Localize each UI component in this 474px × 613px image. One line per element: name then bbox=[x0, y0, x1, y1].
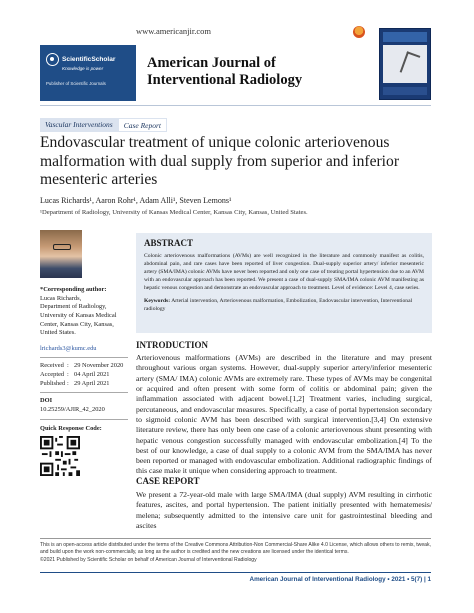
footer-bar bbox=[40, 572, 431, 573]
footer-divider bbox=[40, 538, 431, 539]
date-value: 29 April 2021 bbox=[74, 379, 110, 387]
journal-url[interactable]: www.americanjir.com bbox=[136, 26, 211, 36]
case-report-heading: CASE REPORT bbox=[136, 476, 200, 486]
introduction-heading: INTRODUCTION bbox=[136, 340, 209, 350]
corresponding-author-label: *Corresponding author: bbox=[40, 286, 107, 293]
corresponding-author-line: Lucas Richards, bbox=[40, 294, 82, 302]
publisher-logo bbox=[40, 45, 136, 101]
journal-cover-image bbox=[379, 28, 431, 100]
author-list: Lucas Richards¹, Aaron Rohr¹, Adam Alli¹, Steven Lemons¹ bbox=[40, 196, 232, 205]
corresponding-author-line: University of Kansas Medical bbox=[40, 311, 117, 319]
corresponding-author-line: Department of Radiology, bbox=[40, 303, 107, 311]
author-photo bbox=[40, 230, 82, 278]
license-notice bbox=[40, 542, 431, 564]
corresponding-author-line: Center, Kansas City, Kansas, bbox=[40, 320, 114, 328]
date-label: Received bbox=[40, 362, 64, 370]
accepted-date: Accepted : 04 April 2021 bbox=[40, 371, 110, 379]
author-email-link[interactable]: lrichards3@kumc.edu bbox=[40, 344, 97, 352]
keywords-label: Keywords: bbox=[144, 297, 171, 304]
abstract-box bbox=[136, 233, 432, 333]
publisher-subtitle: Publisher of Scientific Journals bbox=[46, 81, 106, 86]
corresponding-author-line: United States. bbox=[40, 329, 76, 337]
copyright-text: ©2021 Published by Scientific Scholar on behalf of American Journal of Interventional Radiology bbox=[40, 556, 257, 563]
article-sidebar bbox=[40, 230, 128, 480]
qr-code-label: Quick Response Code: bbox=[40, 424, 102, 432]
introduction-text: Arteriovenous malformations (AVMs) are described in the literature and may present throughout various organ systems. However, dual-supply superior artery/inferior mesenteric artery (SMA/ IMA) colonic AVMs are extremely rare. These types of AVMs may be congenital or acquired and often present with some form of colitis or abdominal pain; given the inflammation associated with adjacent bowel.[1,2] Treatment varies, including surgical, percutaneous, and endovascular measures. Specifically, a case of portal hypertension secondary to sigmoid colonic AVM has been described with surgical intervention.[3,4] On extensive literature review, there has only been one case of a colonic arteriovenous shunt presenting with hepatic venous congestion successfully managed with endovascular embolization.[4] To the best of our knowledge, a case of dual supply to a colonic AVM from the SMA/IMA has never been reported or managed with endovascular embolization. Additional radiographic findings of this case make it unique when considering approach to treatment. bbox=[136, 353, 432, 476]
header-divider bbox=[40, 105, 431, 106]
scientificscholar-logo-icon bbox=[46, 53, 59, 66]
date-label: Published bbox=[40, 379, 66, 387]
qr-code-icon[interactable] bbox=[40, 436, 80, 476]
open-access-lock-icon bbox=[353, 26, 365, 38]
date-label: Accepted bbox=[40, 371, 65, 379]
keywords bbox=[144, 297, 424, 313]
keywords-text: Arterial intervention, Arteriovenous malformation, Embolization, Endovascular intervention, Interventional radiology bbox=[144, 297, 413, 312]
date-value: 29 November 2020 bbox=[74, 362, 124, 370]
date-value: 04 April 2021 bbox=[74, 371, 110, 379]
license-text: This is an open-access article distributed under the terms of the Creative Commons Attribution-Non Commercial-Share Alike 4.0 License, which allows others to remix, tweak, and build upon the work non-commercially, as long as the author is credited and the new creations are licensed under the identical terms. bbox=[40, 542, 431, 556]
article-category-badge bbox=[40, 118, 167, 132]
received-date: Received : 29 November 2020 bbox=[40, 362, 124, 370]
case-report-text: We present a 72-year-old male with large SMA/IMA (dual supply) AVM resulting in cirrhotic features, ascites, and portal hypertension. The patient initially presented with hematemesis/ melena; subsequently admitted to the intensive care unit for gastrointestinal bleeding and ascites bbox=[136, 490, 432, 530]
journal-title: American Journal of Interventional Radiology bbox=[147, 55, 303, 88]
published-date: Published : 29 April 2021 bbox=[40, 379, 110, 387]
publisher-name: ScientificScholar bbox=[62, 56, 116, 63]
article-type-label: Case Report bbox=[118, 118, 167, 132]
doi-label: DOI bbox=[40, 397, 53, 405]
page-citation: American Journal of Interventional Radiology • 2021 • 5(7) | 1 bbox=[249, 576, 431, 583]
publisher-tagline: Knowledge is power bbox=[62, 66, 104, 71]
doi-link[interactable]: 10.25259/AJIR_42_2020 bbox=[40, 406, 105, 414]
category-label: Vascular Interventions bbox=[40, 118, 118, 132]
author-affiliation: ¹Department of Radiology, University of Kansas Medical Center, Kansas City, Kansas, United States. bbox=[40, 209, 308, 216]
article-title: Endovascular treatment of unique colonic arteriovenous malformation with dual supply from superior and inferior mesenteric arteries bbox=[40, 134, 400, 189]
abstract-text: Colonic arteriovenous malformations (AVMs) are well recognized in the literature and commonly manifest as colitis, abdominal pain, and rare cases have been reported of liver congestion. Dual-supply superior artery/ inferior mesenteric artery (SMA/IMA) colonic AVMs have never been reported and only one case of treating portal hypertension due to an AVM with an endovascular approach has been reported. We present a case of dual-supply SMA/IMA colonic AVM manifesting as hepatic venous congestion and demonstrate an endovascular approach to treatment. Level of evidence: Level 4, case series. bbox=[144, 253, 424, 292]
abstract-heading: ABSTRACT bbox=[144, 238, 194, 248]
